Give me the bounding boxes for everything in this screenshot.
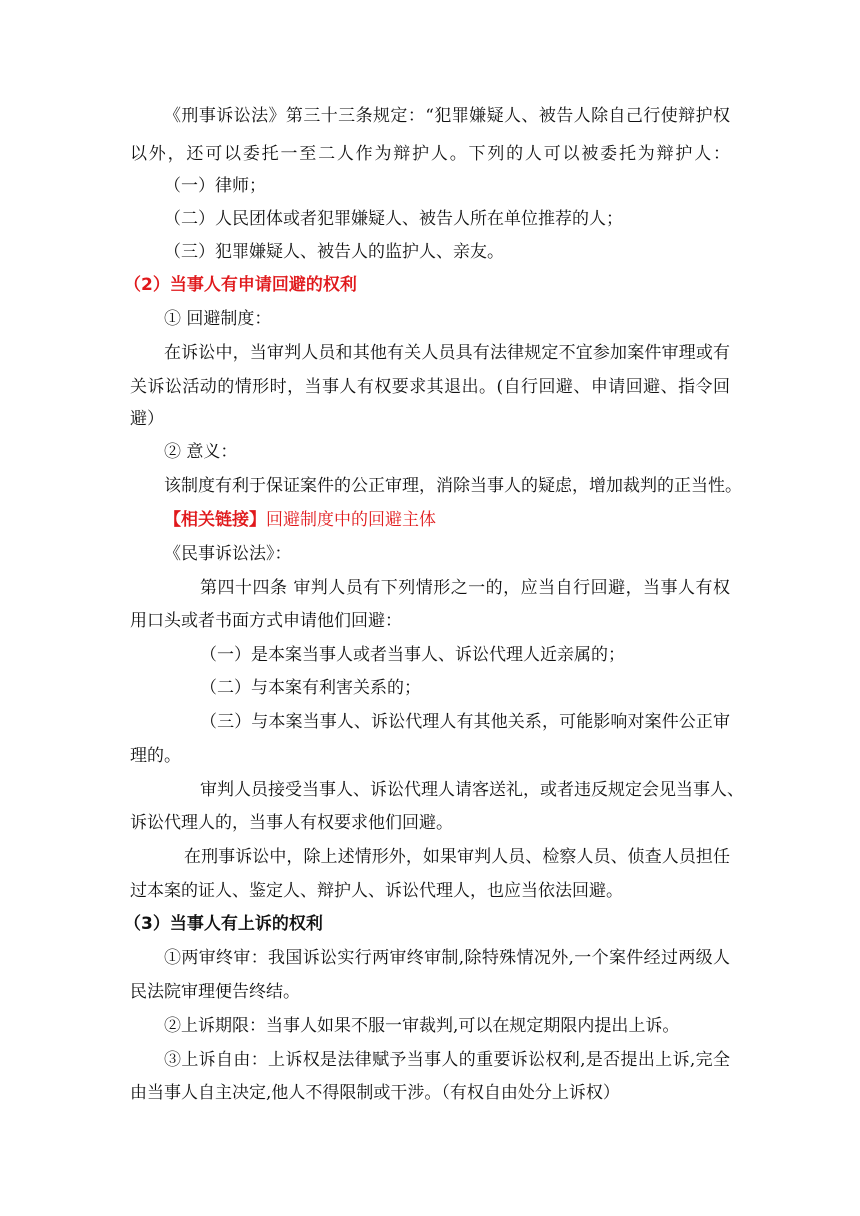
para-appeal-deadline: ②上诉期限：当事人如果不服一审裁判,可以在规定期限内提出上诉。 bbox=[164, 1016, 680, 1036]
list-item-lawyer: （一）律师； bbox=[164, 176, 266, 196]
para-appeal-freedom-line1: ③上诉自由：上诉权是法律赋予当事人的重要诉讼权利,是否提出上诉,完全 bbox=[164, 1050, 730, 1070]
para-recusal-line2: 关诉讼活动的情形时，当事人有权要求其退出。(自行回避、申请回避、指令回 bbox=[130, 377, 730, 397]
section-heading-recusal: （2）当事人有申请回避的权利 bbox=[124, 275, 357, 295]
para-gifts-line1: 审判人员接受当事人、诉讼代理人请客送礼，或者违反规定会见当事人、 bbox=[200, 780, 744, 800]
para-criminal-article-line1: 《刑事诉讼法》第三十三条规定：“犯罪嫌疑人、被告人除自己行使辩护权 bbox=[164, 106, 730, 126]
article-44-line2: 用口头或者书面方式申请他们回避： bbox=[130, 611, 402, 631]
para-significance: 该制度有利于保证案件的公正审理，消除当事人的疑虑，增加裁判的正当性。 bbox=[164, 476, 742, 496]
list-item-guardian: （三）犯罪嫌疑人、被告人的监护人、亲友。 bbox=[164, 242, 504, 262]
article-item-relative: （一）是本案当事人或者当事人、诉讼代理人近亲属的； bbox=[200, 645, 625, 665]
subheading-recusal-system: ① 回避制度： bbox=[164, 309, 272, 329]
section-heading-appeal: （3）当事人有上诉的权利 bbox=[124, 914, 323, 934]
related-link bbox=[164, 509, 764, 531]
para-recusal-line3: 避） bbox=[130, 409, 164, 429]
article-item-interest: （二）与本案有利害关系的； bbox=[200, 678, 421, 698]
para-criminal-article-line2: 以外，还可以委托一至二人作为辩护人。下列的人可以被委托为辩护人： bbox=[130, 144, 730, 164]
para-recusal-line1: 在诉讼中，当审判人员和其他有关人员具有法律规定不宜参加案件审理或有 bbox=[164, 343, 730, 363]
subheading-significance: ② 意义： bbox=[164, 442, 238, 462]
related-link-bracket: 【相关链接】 bbox=[164, 510, 266, 530]
list-item-recommended: （二）人民团体或者犯罪嫌疑人、被告人所在单位推荐的人； bbox=[164, 209, 623, 229]
civil-law-title: 《民事诉讼法》： bbox=[164, 544, 292, 564]
article-item-other-line1: （三）与本案当事人、诉讼代理人有其他关系，可能影响对案件公正审 bbox=[200, 712, 730, 732]
article-44-line1: 第四十四条 审判人员有下列情形之一的，应当自行回避，当事人有权 bbox=[200, 578, 730, 598]
para-criminal-recusal-line2: 过本案的证人、鉴定人、辩护人、诉讼代理人，也应当依法回避。 bbox=[130, 881, 623, 901]
para-gifts-line2: 诉讼代理人的，当事人有权要求他们回避。 bbox=[130, 813, 453, 833]
article-item-other-line2: 理的。 bbox=[130, 746, 181, 766]
para-criminal-recusal-line1: 在刑事诉讼中，除上述情形外，如果审判人员、检察人员、侦查人员担任 bbox=[184, 847, 730, 867]
para-two-instance-line1: ①两审终审：我国诉讼实行两审终审制,除特殊情况外,一个案件经过两级人 bbox=[164, 948, 730, 968]
related-link-text: 回避制度中的回避主体 bbox=[266, 510, 436, 530]
para-appeal-freedom-line2: 由当事人自主决定,他人不得限制或干涉。（有权自由处分上诉权） bbox=[130, 1083, 620, 1103]
para-two-instance-line2: 民法院审理便告终结。 bbox=[130, 982, 300, 1002]
